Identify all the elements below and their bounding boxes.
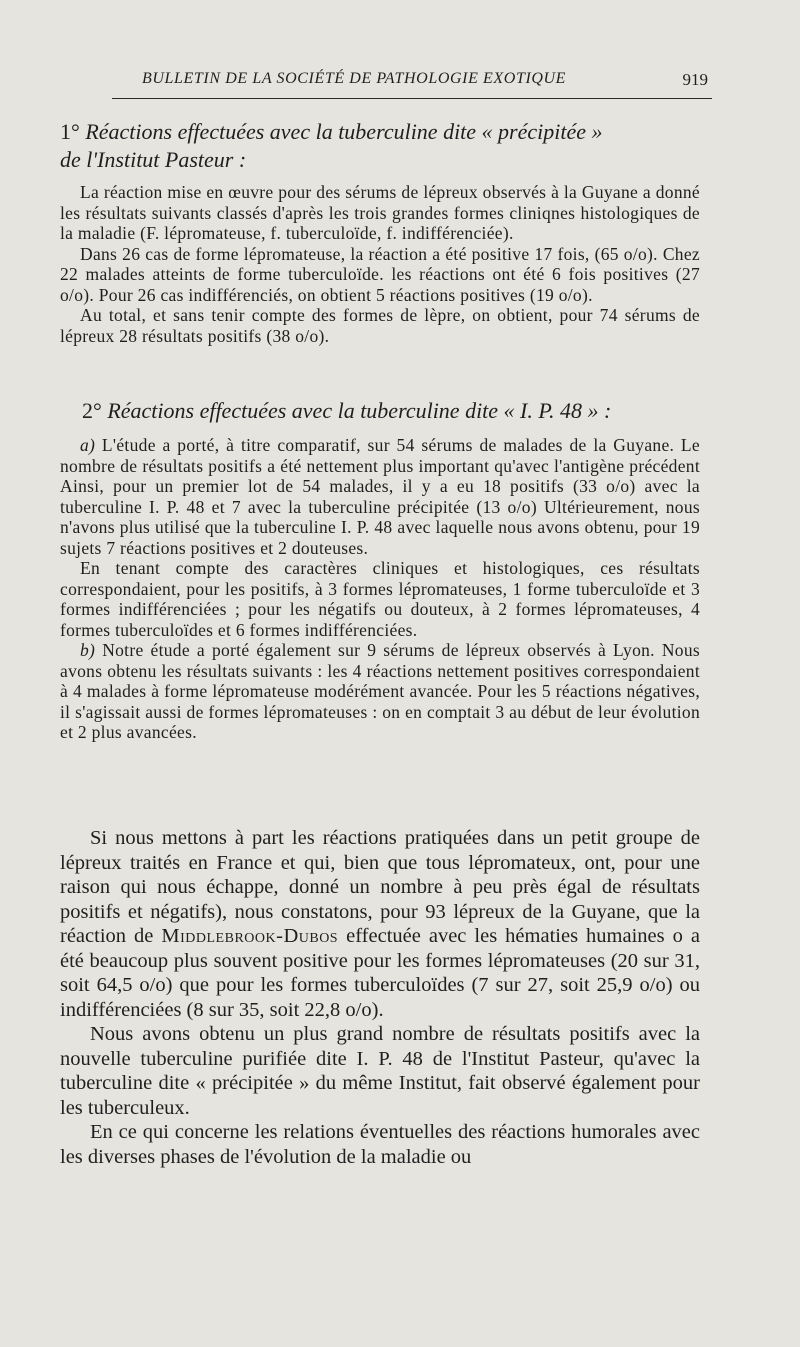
- conclusion-p1-before: Si nous mettons à part les réactions pratiquées dans un petit groupe de lépreux traités en France et qui, bien que tous lépromateux, ont, pour une raison qui nous échappe, donné un nombre à peu près égal de résultats positifs et négatifs), nous constatons, pour 93 lépreux de la Guyane, que la réaction de: [60, 827, 700, 947]
- conclusion-p1-after: effectuée avec les hématies humaines o a été beaucoup plus souvent positive pour les formes lépromateuses (20 sur 31, soit 64,5 o/o) que pour les formes tuberculoïdes (7 sur 27, soit 25,9 o/o) ou indifférenciées (8 sur 35, soit 22,8 o/o).: [60, 925, 700, 1021]
- author-name: Middlebrook-Dubos: [161, 925, 339, 947]
- section2-paragraph-a: [60, 435, 700, 558]
- para-a-label: a): [80, 435, 96, 455]
- page-number: 919: [682, 70, 708, 89]
- section1-heading: [60, 118, 700, 174]
- conclusion-paragraph-2: Nous avons obtenu un plus grand nombre de résultats positifs avec la nouvelle tuberculine purifiée dite I. P. 48 de l'Institut Pasteur, qu'avec la tuberculine dite « précipitée » du même Institut, fait observé également pour les tuberculeux.: [60, 1023, 700, 1119]
- para-b-text: Notre étude a porté également sur 9 sérums de lépreux observés à Lyon. Nous avons obtenu les résultats suivants : les 4 réactions nettement positives correspondaient à 4 malades à forme lépromateuse modérément avancée. Pour les 5 réactions négatives, il s'agissait aussi de formes lépromateuses : on en comptait 3 au début de leur évolution et 2 plus avancées.: [60, 640, 700, 742]
- section1-paragraph-3: Au total, et sans tenir compte des formes de lèpre, on obtient, pour 74 sérums de lépreux 28 résultats positifs (38 o/o).: [60, 305, 700, 346]
- conclusion-paragraph-1: [60, 826, 700, 1022]
- section2-paragraph-mid: En tenant compte des caractères cliniques et histologiques, ces résultats correspondaient, pour les positifs, à 3 formes lépromateuses, 1 forme tuberculoïde et 3 formes indifférenciées ; pour les négatifs ou douteux, à 2 formes lépromateuses, 4 formes tuberculoïdes et 6 formes indifférenciées.: [60, 558, 700, 640]
- section1-paragraph-1: La réaction mise en œuvre pour des sérums de lépreux observés à la Guyane a donné les résultats suivants classés d'après les trois grandes formes cliniqnes histologiques de la maladie (F. lépromateuse, f. tuberculoïde, f. indifférenciée).: [60, 182, 700, 243]
- section1-paragraph-2: Dans 26 cas de forme lépromateuse, la réaction a été positive 17 fois, (65 o/o). Chez 22 malades atteints de forme tuberculoïde. les réactions ont été 6 fois positives (27 o/o). Pour 26 cas indifférenciés, on obtient 5 réactions positives (19 o/o).: [60, 243, 700, 305]
- section2-heading: [60, 397, 700, 425]
- para-a-text: L'étude a porté, à titre comparatif, sur 54 sérums de malades de la Guyane. Le nombre de résultats positifs a été nettement plus important qu'avec l'antigène précédent Ainsi, pour un premier lot de 54 malades, il y a eu 18 positifs (33 o/o) avec la tuberculine I. P. 48 et 7 avec la tuberculine précipitée (13 o/o) Ultérieurement, nous n'avons plus utilisé que la tuberculine I. P. 48 avec laquelle nous avons obtenu, pour 19 sujets 7 réactions positives et 2 douteuses.: [60, 435, 700, 558]
- conclusion-body: [60, 826, 700, 1169]
- para-b-label: b): [80, 640, 96, 660]
- conclusion-paragraph-3: En ce qui concerne les relations éventuelles des réactions humorales avec les diverses phases de l'évolution de la maladie ou: [60, 1121, 700, 1168]
- section1-number: 1°: [60, 119, 80, 144]
- section2-paragraph-b: [60, 640, 700, 743]
- running-title: BULLETIN DE LA SOCIÉTÉ DE PATHOLOGIE EXOTIQUE: [142, 70, 567, 87]
- section1-heading-line2: de l'Institut Pasteur :: [60, 147, 247, 172]
- section1-heading-line1: Réactions effectuées avec la tuberculine dite « précipitée »: [85, 119, 603, 144]
- section1-body: [60, 182, 700, 346]
- section2-body: [60, 435, 700, 743]
- section2-number: 2°: [82, 398, 102, 423]
- section2-heading-text: Réactions effectuées avec la tuberculine dite « I. P. 48 » :: [107, 398, 612, 423]
- running-header: [112, 62, 712, 99]
